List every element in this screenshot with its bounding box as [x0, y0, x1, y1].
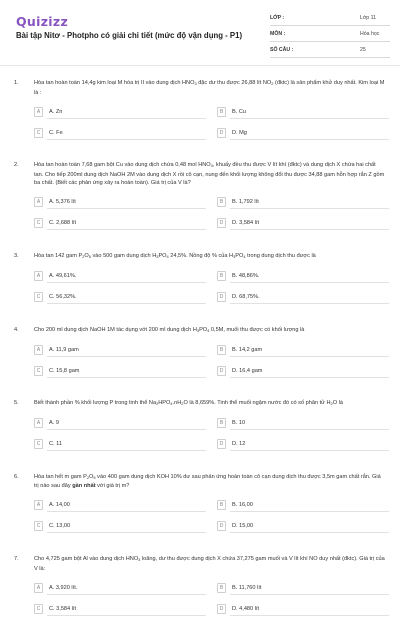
- answer-option-c[interactable]: [34, 519, 206, 534]
- option-underline: [230, 511, 389, 512]
- meta-label: LỚP :: [270, 15, 285, 21]
- worksheet-title: Bài tập Nitơ - Photpho có giải chi tiết (mức độ vận dụng - P1): [16, 31, 243, 40]
- question-number: 3.: [14, 252, 19, 259]
- worksheet-meta: [270, 12, 390, 60]
- option-letter-box: A: [34, 271, 43, 281]
- option-letter-box: B: [217, 271, 226, 281]
- quizizz-logo: Quizizz: [16, 14, 69, 29]
- answer-option-a[interactable]: [34, 416, 206, 431]
- answer-option-d[interactable]: [217, 290, 389, 305]
- question-item: [0, 72, 400, 140]
- question-item: [0, 154, 400, 231]
- option-text: D. 68,75%.: [232, 294, 260, 301]
- option-text: C. Fe: [49, 129, 63, 136]
- option-letter-box: B: [217, 107, 226, 117]
- option-text: A. 11,9 gam: [49, 346, 79, 353]
- meta-label: MÔN :: [270, 31, 286, 37]
- question-number: 1.: [14, 80, 19, 86]
- option-text: C. 3,584 lít: [49, 605, 77, 612]
- option-underline: [47, 450, 206, 451]
- answer-option-d[interactable]: [217, 437, 389, 452]
- option-text: C. 2,688 lít: [49, 220, 77, 227]
- answer-option-d[interactable]: [217, 216, 389, 231]
- answer-options: [34, 342, 389, 378]
- option-text: A. 5,376 lít: [49, 199, 76, 206]
- answer-option-d[interactable]: [217, 363, 389, 378]
- question-number: 6.: [14, 473, 19, 480]
- option-text: B. 1,792 lít: [232, 199, 259, 206]
- meta-label: SỐ CÂU :: [270, 47, 294, 53]
- option-underline: [230, 429, 389, 430]
- option-underline: [230, 282, 389, 283]
- option-underline: [230, 450, 389, 451]
- option-text: D. 3,584 lít: [232, 220, 260, 227]
- option-letter-box: C: [34, 521, 43, 531]
- option-text: C. 56,32%.: [49, 294, 77, 301]
- option-text: A. 14,00: [49, 502, 70, 509]
- question-text: Hòa tan hoàn toàn 14,4g kim loại M hóa trị II vào dung dịch $HNO_3$ đặc dư thu được 26,88 lít $NO_2$ (đktc) là sản phẩm khử duy nhất. Kim loại M là :: [34, 80, 385, 96]
- option-text: D. 16,4 gam: [232, 367, 263, 374]
- option-underline: [47, 118, 206, 119]
- option-underline: [47, 139, 206, 140]
- question-list: [0, 72, 400, 630]
- option-letter-box: D: [217, 366, 226, 376]
- option-underline: [230, 356, 389, 357]
- question-number: 5.: [14, 400, 19, 407]
- option-underline: [230, 594, 389, 595]
- option-underline: [47, 229, 206, 230]
- answer-option-a[interactable]: [34, 195, 206, 210]
- option-underline: [230, 532, 389, 533]
- option-text: D. 4,480 lít: [232, 605, 260, 612]
- question-item: [0, 245, 400, 305]
- option-letter-box: C: [34, 439, 43, 449]
- question-text: Biết thành phần % khối lượng P trong tinh thể $Na_2HPO_4.nH_2O$ là 8,659%. Tinh thể muối ngậm nước đó có số phân tử $H_2O$ là: [34, 400, 343, 407]
- option-text: A. 49,61%.: [49, 273, 77, 280]
- answer-option-c[interactable]: [34, 363, 206, 378]
- option-letter-box: D: [217, 521, 226, 531]
- question-item: [0, 548, 400, 616]
- question-text: Hòa tan hết m gam $P_2O_5$ vào 400 gam dung dịch KOH 10% dư sau phản ứng hoàn toàn cô cạn dung dịch thu được 3,5m gam chất rắn. Giá trị nào sau đây gần nhất với giá trị m?: [34, 473, 381, 490]
- option-text: D. Mg: [232, 129, 247, 136]
- option-underline: [47, 356, 206, 357]
- option-letter-box: A: [34, 197, 43, 207]
- option-text: B. 16,00: [232, 502, 253, 509]
- option-text: B. 14,2 gam: [232, 346, 263, 353]
- question-text: Hòa tan hoàn toàn 7,68 gam bột Cu vào dung dịch chứa 0,48 mol $HNO_3$, khuấy đều thu được V lít khí (đktc) và dung dịch X chứa hai chất tan. Cho tiếp 200ml dung dịch NaOH 2M vào dung dịch X rồi cô cạn, nung đến khối lượng không đổi thu được 34,88 gam hỗn hợp rắn Z gồm ba chất. (Biết các phản ứng xảy ra hoàn toàn). Giá trị của V là?: [34, 162, 385, 187]
- answer-option-b[interactable]: [217, 269, 389, 284]
- option-underline: [230, 139, 389, 140]
- option-letter-box: C: [34, 604, 43, 614]
- question-text: Cho 4,725 gam bột Al vào dung dịch $HNO_3$ loãng, dư thu được dung dịch X chứa 37,275 gam muối và V lít khí NO duy nhất (đktc). Giá trị của V là:: [34, 555, 385, 572]
- option-text: C. 13,00: [49, 523, 71, 530]
- answer-options: [34, 269, 389, 305]
- option-underline: [47, 594, 206, 595]
- option-underline: [47, 208, 206, 209]
- answer-option-b[interactable]: [217, 416, 389, 431]
- option-letter-box: C: [34, 128, 43, 138]
- option-letter-box: D: [217, 218, 226, 228]
- option-text: C. 15,8 gam: [49, 367, 80, 374]
- answer-option-c[interactable]: [34, 601, 206, 616]
- question-item: [0, 319, 400, 379]
- meta-row-class: [270, 12, 390, 26]
- question-number: 7.: [14, 555, 19, 562]
- option-letter-box: B: [217, 197, 226, 207]
- option-letter-box: D: [217, 604, 226, 614]
- option-underline: [230, 229, 389, 230]
- option-letter-box: B: [217, 500, 226, 510]
- answer-option-c[interactable]: [34, 437, 206, 452]
- question-number: 2.: [14, 162, 19, 169]
- option-text: A. 9: [49, 420, 59, 427]
- question-text: Hòa tan 142 gam $P_2O_5$ vào 500 gam dung dịch $H_3PO_4$ 24,5%. Nồng độ % của $H_3PO_4$ trong dung dịch thu được là: [34, 252, 316, 259]
- answer-option-b[interactable]: [217, 580, 389, 595]
- question-item: [0, 392, 400, 452]
- meta-value: Lớp 11: [360, 15, 376, 21]
- option-underline: [230, 615, 389, 616]
- option-letter-box: D: [217, 292, 226, 302]
- option-underline: [47, 532, 206, 533]
- answer-option-a[interactable]: [34, 498, 206, 513]
- question-text: Cho 200 ml dung dịch NaOH 1M tác dụng với 200 ml dung dịch $H_3PO_4$ 0,5M, muối thu được có khối lượng là: [34, 326, 305, 333]
- option-letter-box: A: [34, 345, 43, 355]
- answer-option-b[interactable]: [217, 104, 389, 119]
- option-letter-box: C: [34, 218, 43, 228]
- answer-option-c[interactable]: [34, 216, 206, 231]
- option-underline: [47, 303, 206, 304]
- option-text: B. 10: [232, 420, 246, 427]
- answer-option-a[interactable]: [34, 104, 206, 119]
- answer-option-b[interactable]: [217, 195, 389, 210]
- answer-option-b[interactable]: [217, 342, 389, 357]
- option-letter-box: B: [217, 583, 226, 593]
- option-letter-box: D: [217, 128, 226, 138]
- option-underline: [230, 303, 389, 304]
- option-underline: [47, 429, 206, 430]
- answer-option-d[interactable]: [217, 125, 389, 140]
- option-text: B. Cu: [232, 108, 246, 115]
- option-letter-box: A: [34, 418, 43, 428]
- answer-option-d[interactable]: [217, 519, 389, 534]
- option-letter-box: D: [217, 439, 226, 449]
- option-letter-box: A: [34, 107, 43, 117]
- option-underline: [47, 377, 206, 378]
- meta-row-subject: [270, 28, 390, 42]
- option-underline: [47, 511, 206, 512]
- option-text: D. 15,00: [232, 523, 254, 530]
- option-underline: [230, 208, 389, 209]
- answer-options: [34, 498, 389, 534]
- meta-value: 25: [360, 47, 366, 53]
- answer-option-c[interactable]: [34, 125, 206, 140]
- option-text: B. 11,760 lít: [232, 584, 262, 591]
- option-underline: [230, 377, 389, 378]
- worksheet-header: [0, 0, 400, 66]
- answer-options: [34, 580, 389, 616]
- option-letter-box: B: [217, 418, 226, 428]
- answer-option-a[interactable]: [34, 342, 206, 357]
- option-text: D. 12: [232, 441, 246, 448]
- option-letter-box: C: [34, 292, 43, 302]
- question-number: 4.: [14, 326, 19, 333]
- option-letter-box: A: [34, 583, 43, 593]
- answer-options: [34, 104, 389, 140]
- question-item: [0, 466, 400, 534]
- option-text: A. 3,920 lít.: [49, 584, 78, 591]
- meta-value: Hóa học: [360, 31, 380, 37]
- option-text: A. Zn: [49, 108, 63, 115]
- option-text: C. 11: [49, 441, 62, 448]
- option-letter-box: C: [34, 366, 43, 376]
- answer-options: [34, 416, 389, 452]
- answer-option-b[interactable]: [217, 498, 389, 513]
- option-text: B. 48,86%.: [232, 273, 260, 280]
- answer-option-c[interactable]: [34, 290, 206, 305]
- option-letter-box: B: [217, 345, 226, 355]
- answer-option-a[interactable]: [34, 580, 206, 595]
- option-underline: [47, 615, 206, 616]
- answer-option-d[interactable]: [217, 601, 389, 616]
- option-letter-box: A: [34, 500, 43, 510]
- option-underline: [47, 282, 206, 283]
- answer-options: [34, 195, 389, 231]
- option-underline: [230, 118, 389, 119]
- answer-option-a[interactable]: [34, 269, 206, 284]
- meta-row-question-count: [270, 44, 390, 58]
- header-divider: [0, 65, 400, 66]
